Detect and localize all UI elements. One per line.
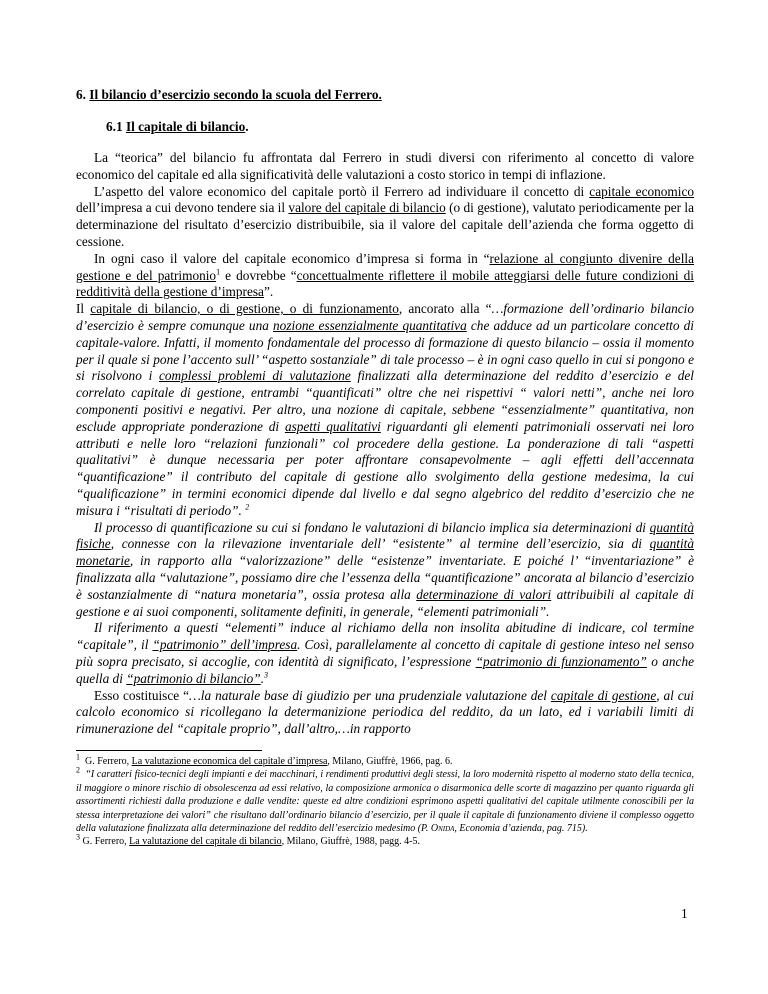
cited-title: La valutazione economica del capitale d’impresa: [131, 755, 328, 767]
footnote-ref-3[interactable]: 3: [264, 670, 269, 680]
paragraph-7: Esso costituisce “…la naturale base di giudizio per una prudenziale valutazione del capitale di gestione, al cui calcolo economico si ricollegano la determanizione periodica del reddito, da un lato, ed i variabili limiti di rimunerazione del “capitale proprio”, dall’altro,…in rapporto: [76, 687, 694, 737]
underlined-term: aspetti qualitativi: [284, 418, 381, 434]
underlined-term: determinazione di valori: [416, 586, 552, 602]
paragraph-6: Il riferimento a questi “elementi” induce al richiamo della non insolita abitudine di indicare, col termine “capitale”, il “patrimonio” dell’impresa. Così, parallelamente al concetto di capitale di gestione inteso nel senso più sopra precisato, si accoglie, con identità di significato, l’espressione “patrimonio di funzionamento” o anche quella di “patrimonio di bilancio”.$^3$: [76, 620, 695, 686]
quoted-passage: concettualmente riflettere il mobile atteggiarsi delle future condizioni di redditività della gestione d’impresa: [76, 267, 694, 300]
footnote-number: 2: [76, 765, 80, 775]
body-text: [76, 150, 694, 738]
footnote-separator: [76, 750, 262, 751]
subsection-heading: 6.1 Il capitale di bilancio.: [106, 119, 249, 134]
page-content: [76, 86, 694, 849]
section-number: 6.: [76, 87, 90, 102]
underlined-term: valore del capitale di bilancio: [288, 200, 446, 216]
paragraph-2: L’aspetto del valore economico del capitale portò il Ferrero ad individuare il concetto di capitale economico dell’impresa a cui devono tendere sia il valore del capitale di bilancio (o di gestione), valutato periodicamente per la determinazione del risultato d’esercizio distribuibile, sia il valore del capitale dell’azienda che forma oggetto di cessione.: [76, 183, 695, 249]
subsection-number: 6.1: [106, 119, 126, 134]
cited-author: Onida: [430, 822, 455, 834]
underlined-term: “patrimonio di funzionamento”: [475, 653, 647, 669]
footnote-3: $^3$ G. Ferrero, La valutazione del capitale di bilancio, Milano, Giuffrè, 1988, pagg. 4-5.: [76, 833, 420, 848]
quoted-passage: relazione al congiunto divenire della gestione e del patrimonio: [76, 250, 694, 283]
subsection-title: Il capitale di bilancio: [125, 119, 246, 134]
underlined-term: quantità monetarie: [76, 536, 694, 569]
footnote-number: 3: [76, 833, 80, 842]
underlined-term: “patrimonio” dell’impresa: [152, 637, 298, 653]
footnote-ref-1[interactable]: 1: [216, 267, 221, 277]
underlined-term: capitale di gestione: [550, 687, 657, 703]
footnote-2: $^2$ “I caratteri fisico-tecnici degli impianti e dei macchinari, i rendimenti produttivi degli stessi, la loro modernità rispetto al moderno stato della tecnica, il maggiore o minore rischio di obsolescenza ad essi relativo, la composizione armonica o disarmonica delle scorte di magazzino per quanto riguarda gli assortimenti richiesti dalla produzione e dalle vendite: queste ed altre condizioni esprimono aspetti qualitativi del capitale utilmente conoscibili per la stessa interpretazione dei valori” che risultano dall’ordinario bilancio d’esercizio, per il quale il capitale di funzionamento diviene il complesso oggetto della valutazione finalizzata alla determinazione del reddito dell’esercizio medesimo (P. Onida, Economia d’azienda, pag. 715).: [76, 765, 695, 834]
paragraph-4: Il capitale di bilancio, o di gestione, o di funzionamento, ancorato alla “…formazione dell’ordinario bilancio d’esercizio è sempre comunque una nozione essenzialmente quantitativa che adduce ad un particolare concetto di capitale-valore. Infatti, il momento fondamentale del processo di formazione di questo bilancio – ossia il momento per il quale si pone l’accento sull’ “aspetto sostanziale” di tale processo – è in ogni caso quello in cui si pongono e si risolvono i complessi problemi di valutazione finalizzati alla determinazione del reddito d’esercizio e del correlato capitale di gestione, entrambi “quantificati” oltre che nei rispettivi “ valori netti”, anche nei loro componenti positivi e negativi. Per altro, una nozione di capitale, sebbene “essenzialmente” quantitativa, non esclude appropriate ponderazione di aspetti qualitativi riguardanti gli elementi patrimoniali osservati nei loro attributi e nelle loro “relazioni funzionali” col procedere della gestione. La ponderazione di tali “aspetti qualitativi” è dunque necessaria per poter affrontare consapevolmente – agli effetti dell’accennata “quantificazione” il contributo del capitale di gestione allo svolgimento della gestione medesima, la cui “qualificazione” in termini economici dipende dal livello e dal segno algebrico del reddito d’esercizio che ne misura i “risultati di periodo”. $^2$: [76, 301, 694, 518]
underlined-term: capitale di bilancio, o di gestione, o di funzionamento: [90, 301, 399, 317]
paragraph-5: Il processo di quantificazione su cui si fondano le valutazioni di bilancio implica sia determinazioni di quantità fisiche, connesse con la rilevazione inventariale dell’ “esistente” al termine dell’esercizio, sia di quantità monetarie, in rapporto alla “valorizzazione” delle “esistenze” inventariate. E poiché l’ “inventariazione” è finalizzata alla “valutazione”, possiamo dire che l’essenza della “quantificazione” ancorata al bilancio d’esercizio è sostanzialmente di “natura monetaria”, ossia protesa alla determinazione di valori attribuibili al capitale di gestione e ai suoi componenti, solitamente definiti, in generale, “elementi patrimoniali”.: [76, 519, 694, 619]
section-title: Il bilancio d’esercizio secondo la scuola del Ferrero.: [89, 87, 382, 102]
page-number: 1: [681, 906, 688, 921]
underlined-term: capitale economico: [589, 183, 695, 199]
section-heading: [76, 86, 694, 103]
paragraph-3: In ogni caso il valore del capitale economico d’impresa si forma in “relazione al congiunto divenire della gestione e del patrimonio$^1$ e dovrebbe “concettualmente riflettere il mobile atteggiarsi delle future condizioni di redditività della gestione d’impresa”.: [76, 250, 694, 300]
underlined-term: complessi problemi di valutazione: [159, 368, 351, 384]
footnote-ref-2[interactable]: 2: [245, 502, 250, 512]
footnote-1: $^1$ G. Ferrero, La valutazione economica del capitale d’impresa, Milano, Giuffrè, 1966, pag. 6.: [76, 752, 453, 767]
underlined-term: nozione essenzialmente quantitativa: [273, 317, 467, 333]
underlined-term: quantità fisiche: [76, 519, 694, 552]
paragraph-1: La “teorica” del bilancio fu affrontata dal Ferrero in studi diversi con riferimento al concetto di valore economico del capitale ed alla significatività delle valutazioni a costo storico in tempi di inflazione.: [76, 150, 694, 182]
footnote-number: 1: [76, 752, 80, 762]
underlined-term: “patrimonio di bilancio”: [126, 670, 261, 686]
cited-title: La valutazione del capitale di bilancio: [129, 836, 282, 848]
